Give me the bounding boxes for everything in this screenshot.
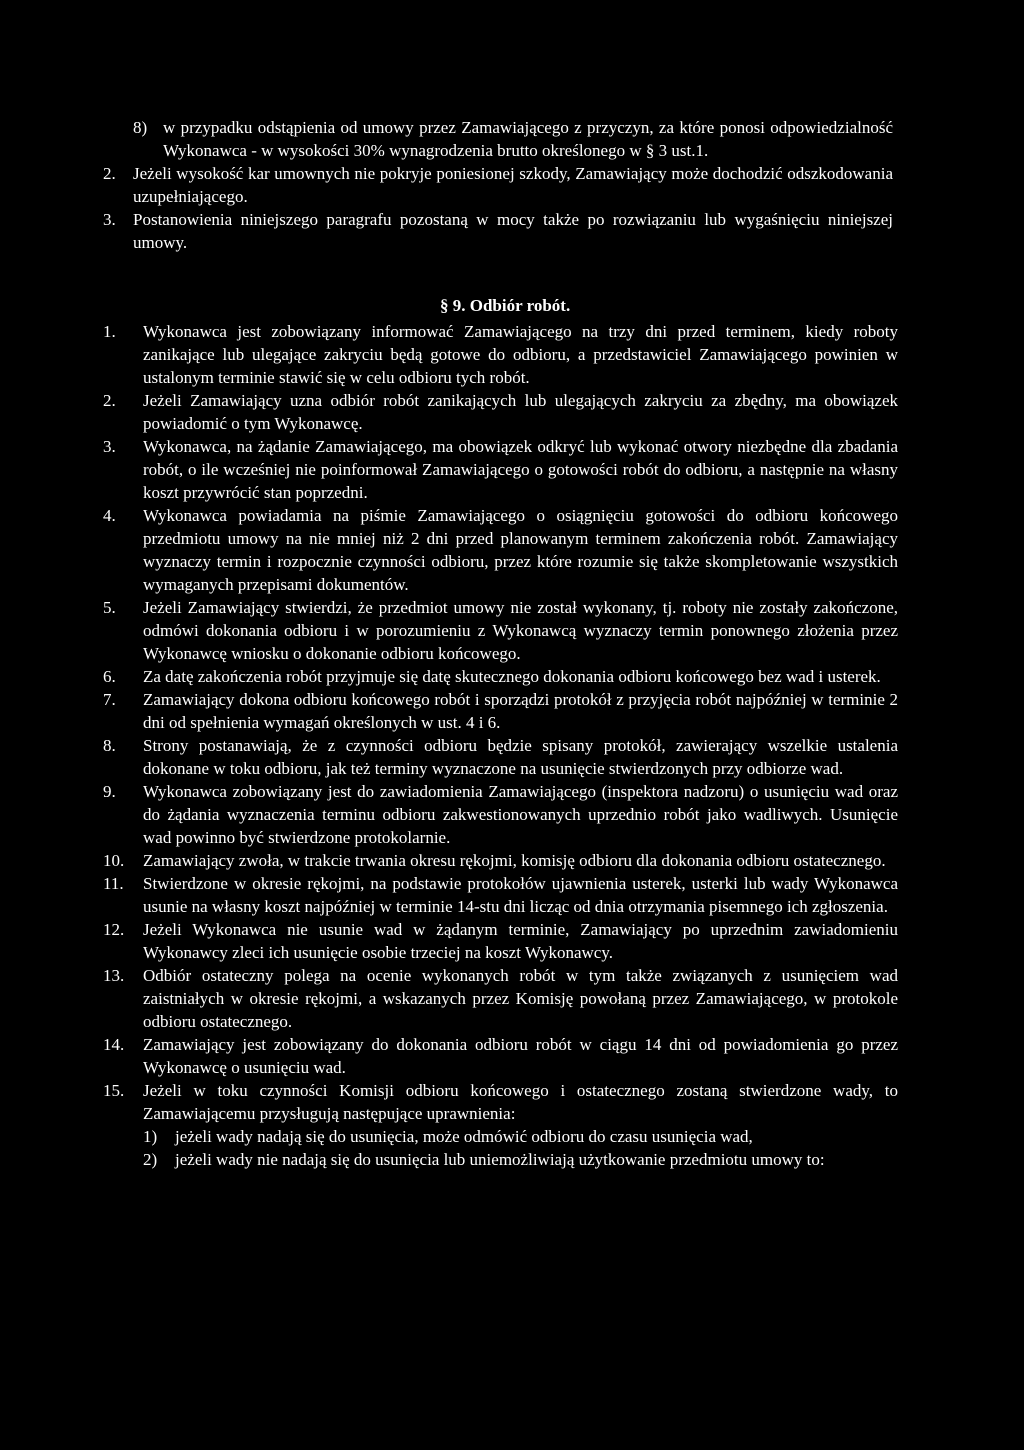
list-item [103,162,893,208]
list-item [103,780,898,849]
item-number: 15. [103,1081,125,1100]
list-item [103,1033,898,1079]
item-text: Odbiór ostateczny polega na ocenie wykonanych robót w tym także związanych z usunięciem wad zaistniałych w okresie rękojmi, a wskazanych przez Komisję powołaną przez Zamawiającego, w protokole odbioru ostatecznego. [143,966,898,1031]
list-item [103,320,898,389]
item-text: Zamawiający jest zobowiązany do dokonania odbioru robót w ciągu 14 dni od powiadomienia go przez Wykonawcę o usunięciu wad. [143,1035,898,1077]
item-number: 3. [103,210,116,229]
item-text: Wykonawca jest zobowiązany informować Zamawiającego na trzy dni przed terminem, kiedy roboty zanikające lub ulegające zakryciu będą gotowe do odbioru, a przedstawiciel Zamawiającego powinien w ustalonym terminie stawić się w celu odbioru tych robót. [143,322,898,387]
sub-list [143,1125,898,1171]
item-number: 8) [133,118,148,137]
list-item [103,688,898,734]
item-text: Wykonawca, na żądanie Zamawiającego, ma obowiązek odkryć lub wykonać otwory niezbędne dla zbadania robót, o ile wcześniej nie poinformował Zamawiającego o gotowości robót do odbioru, a następnie na własny koszt przywrócić stan poprzedni. [143,437,898,502]
item-number: 11. [103,874,124,893]
list-item [103,665,898,688]
item-number: 13. [103,966,125,985]
item-text: Wykonawca zobowiązany jest do zawiadomienia Zamawiającego (inspektora nadzoru) o usunięciu wad oraz do żądania wyznaczenia terminu odbioru zakwestionowanych uprzednio robót jako wadliwych. Usunięcie wad powinno być stwierdzone protokolarnie. [143,782,898,847]
item-number: 2. [103,164,116,183]
list-item [103,849,898,872]
item-number: 9. [103,782,116,801]
list-item [103,596,898,665]
list-item [103,872,898,918]
item-text: w przypadku odstąpienia od umowy przez Zamawiającego z przyczyn, za które ponosi odpowiedzialność Wykonawca - w wysokości 30% wynagrodzenia brutto określonego w § 3 ust.1. [163,118,893,160]
section-heading: § 9. Odbiór robót. [440,296,571,315]
item-number: 8. [103,736,116,755]
item-number: 3. [103,437,116,456]
sub-item-number: 1) [143,1127,158,1146]
sub-item-number: 2) [143,1150,158,1169]
item-text: Za datę zakończenia robót przyjmuje się datę skutecznego dokonania odbioru końcowego bez wad i usterek. [143,667,881,686]
item-number: 6. [103,667,116,686]
sub-list-item [143,1148,898,1171]
list-item [133,116,893,162]
item-number: 2. [103,391,116,410]
item-number: 12. [103,920,125,939]
sub-item-text: jeżeli wady nadają się do usunięcia, może odmówić odbioru do czasu usunięcia wad, [175,1127,753,1146]
sub-item-text: jeżeli wady nie nadają się do usunięcia lub uniemożliwiają użytkowanie przedmiotu umowy to: [175,1150,825,1169]
item-text: Jeżeli Wykonawca nie usunie wad w żądanym terminie, Zamawiający po uprzednim zawiadomieniu Wykonawcy zleci ich usunięcie osobie trzeciej na koszt Wykonawcy. [143,920,898,962]
list-item [103,435,898,504]
list-item [103,504,898,596]
item-number: 10. [103,851,125,870]
list-item [103,389,898,435]
section-items [103,320,898,1171]
item-text: Stwierdzone w okresie rękojmi, na podstawie protokołów ujawnienia usterek, usterki lub wady Wykonawca usunie na własny koszt najpóźniej w terminie 14-stu dni licząc od dnia otrzymania pisemnego ich zgłoszenia. [143,874,898,916]
item-text: Jeżeli w toku czynności Komisji odbioru końcowego i ostatecznego zostaną stwierdzone wady, to Zamawiającemu przysługują następujące uprawnienia: [143,1081,898,1123]
item-number: 14. [103,1035,125,1054]
item-text: Zamawiający dokona odbioru końcowego robót i sporządzi protokół z przyjęcia robót najpóźniej w terminie 2 dni od spełnienia wymagań określonych w ust. 4 i 6. [143,690,898,732]
item-text: Wykonawca powiadamia na piśmie Zamawiającego o osiągnięciu gotowości do odbioru końcowego przedmiotu umowy na nie mniej niż 2 dni przed planowanym terminem zakończenia robót. Zamawiający wyznaczy termin i rozpocznie czynności odbioru, przez które rozumie się także skompletowanie wszystkich wymaganych przepisami dokumentów. [143,506,898,594]
item-text: Postanowienia niniejszego paragrafu pozostaną w mocy także po rozwiązaniu lub wygaśnięciu niniejszej umowy. [133,210,893,252]
item-number: 4. [103,506,116,525]
item-text: Zamawiający zwoła, w trakcie trwania okresu rękojmi, komisję odbioru dla dokonania odbioru ostatecznego. [143,851,886,870]
sub-list-item [143,1125,898,1148]
item-text: Strony postanawiają, że z czynności odbioru będzie spisany protokół, zawierający wszelkie ustalenia dokonane w toku odbioru, jak też terminy wyznaczone na usunięcie stwierdzonych przy odbiorze wad. [143,736,898,778]
item-text: Jeżeli Zamawiający uzna odbiór robót zanikających lub ulegających zakryciu za zbędny, ma obowiązek powiadomić o tym Wykonawcę. [143,391,898,433]
list-item [103,208,893,254]
item-text: Jeżeli Zamawiający stwierdzi, że przedmiot umowy nie został wykonany, tj. roboty nie zostały zakończone, odmówi dokonania odbioru i w porozumieniu z Wykonawcą wyznaczy termin ponownego złożenia przez Wykonawcę wniosku o dokonanie odbioru końcowego. [143,598,898,663]
item-number: 7. [103,690,116,709]
list-item [103,964,898,1033]
list-item [103,918,898,964]
item-number: 1. [103,322,116,341]
list-item [103,1079,898,1125]
list-item [103,734,898,780]
item-text: Jeżeli wysokość kar umownych nie pokryje poniesionej szkody, Zamawiający może dochodzić odszkodowania uzupełniającego. [133,164,893,206]
top-section [103,116,893,254]
item-number: 5. [103,598,116,617]
